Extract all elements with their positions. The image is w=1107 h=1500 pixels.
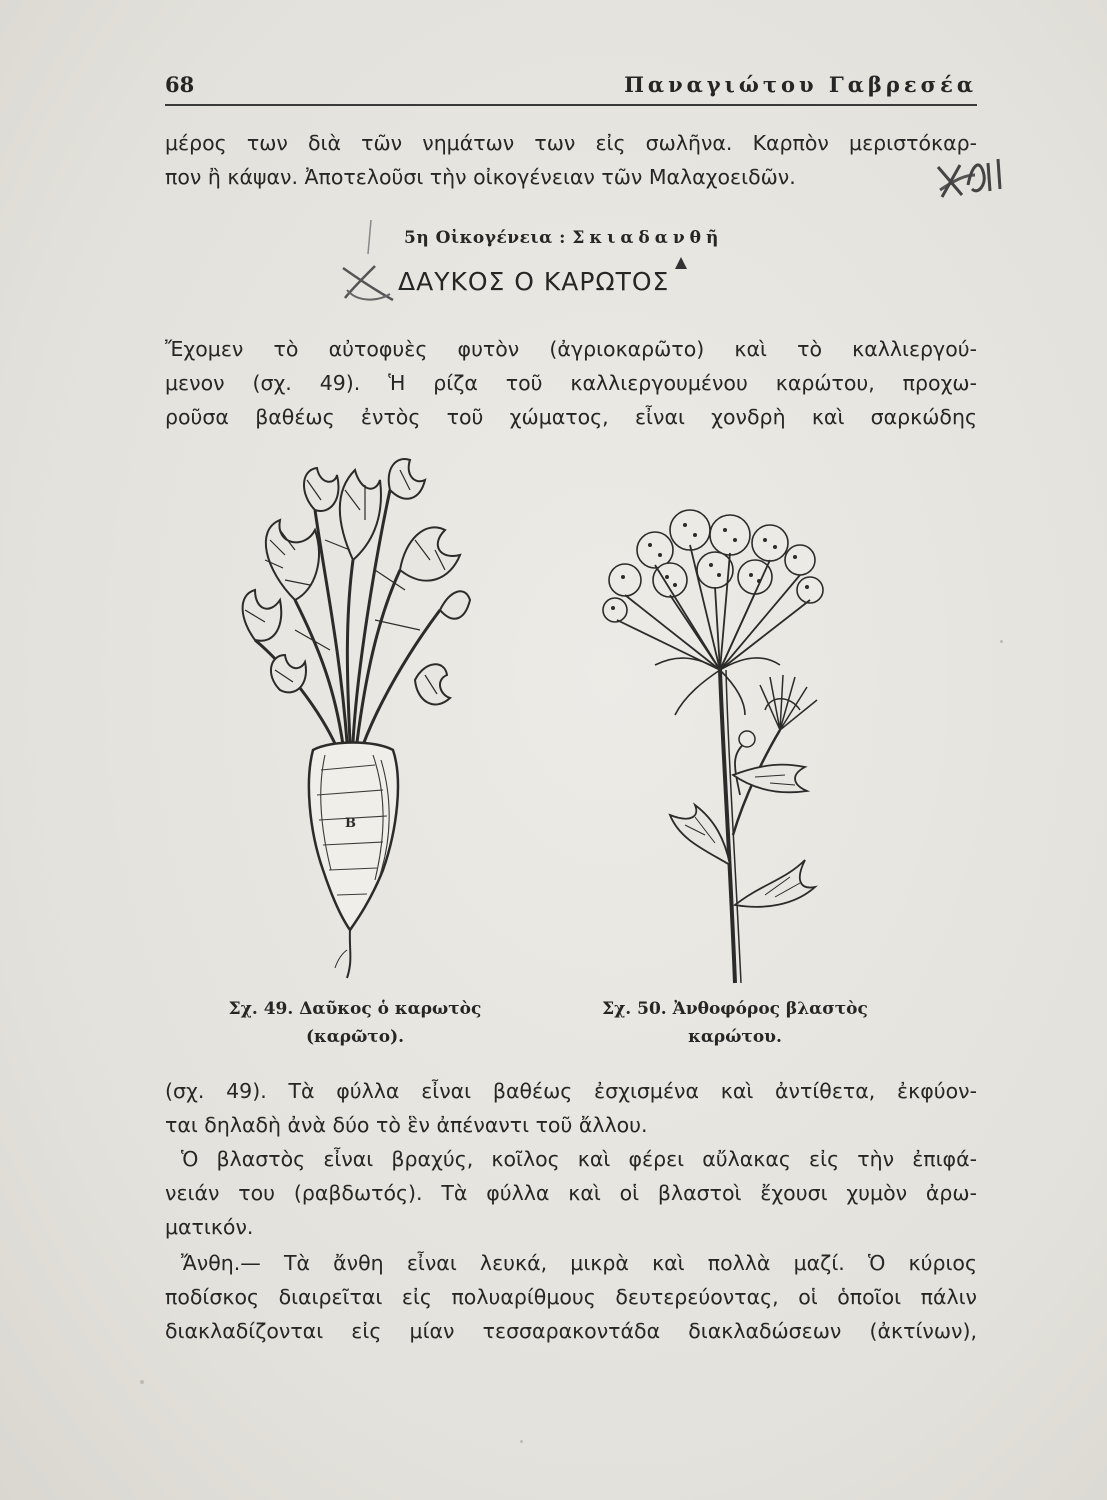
caption-line: Σχ. 50. Ἀνθοφόρος βλαστὸς xyxy=(602,999,868,1019)
section-heading: ΔΑΥΚΟΣ Ο ΚΑΡΩΤΟΣ xyxy=(398,267,670,296)
text-line: Ἔχομεν τὸ αὐτοφυὲς φυτὸν (ἀγριοκαρῶτο) καὶ τὸ καλλιεργού- xyxy=(165,337,977,361)
family-number-label: 5η Οἰκογένεια : xyxy=(404,228,566,248)
pencil-annotation-mark xyxy=(880,145,1020,225)
intro-paragraph xyxy=(165,126,977,194)
caption-line: καρώτου. xyxy=(688,1027,782,1047)
paragraph-stem xyxy=(165,1142,977,1244)
text-line: νειάν του (ραβδωτός). Τὰ φύλλα καὶ οἱ βλαστοὶ ἔχουσι χυμὸν ἀρω- xyxy=(165,1181,977,1205)
text-line: ται δηλαδὴ ἀνὰ δύο τὸ ἓν ἀπέναντι τοῦ ἄλλου. xyxy=(165,1113,648,1137)
text-line: πον ἢ κάψαν. Ἀποτελοῦσι τὴν οἰκογένειαν τῶν Μαλαχοειδῶν. xyxy=(165,165,796,189)
family-label xyxy=(404,228,723,248)
scan-speck xyxy=(1000,640,1003,643)
figure-plate-mark: B xyxy=(345,816,356,831)
text-line: μέρος των διὰ τῶν νημάτων των εἰς σωλῆνα. Καρπὸν μεριστόκαρ- xyxy=(165,131,977,155)
scan-speck xyxy=(140,1380,144,1384)
page-number: 68 xyxy=(165,72,195,97)
text-line: Ὁ βλαστὸς εἶναι βραχύς, κοῖλος καὶ φέρει αὔλακας εἰς τὴν ἐπιφά- xyxy=(181,1147,977,1171)
text-line: ποδίσκος διαιρεῖται εἰς πολυαρίθμους δευτερεύοντας, οἱ ὁποῖοι πάλιν xyxy=(165,1285,977,1309)
text-line: Ἄνθη.— Τὰ ἄνθη εἶναι λευκά, μικρὰ καὶ πολλὰ μαζί. Ὁ κύριος xyxy=(181,1251,977,1275)
scan-speck xyxy=(520,1440,523,1443)
figure-50-flowering-stem-illustration xyxy=(595,505,855,985)
caption-line: (καρῶτο). xyxy=(305,1027,405,1047)
figure-50-caption xyxy=(590,995,880,1051)
family-name: Σκιαδανθῆ xyxy=(572,228,724,248)
text-line: ροῦσα βαθέως ἐντὸς τοῦ χώματος, εἶναι χονδρὴ καὶ σαρκώδης xyxy=(165,405,977,429)
figure-49-carrot-illustration xyxy=(225,450,475,980)
figure-49-caption xyxy=(220,995,490,1051)
text-line: μενον (σχ. 49). Ἡ ρίζα τοῦ καλλιεργουμένου καρώτου, προχω- xyxy=(165,371,977,395)
caption-line: Σχ. 49. Δαῦκος ὁ καρωτὸς xyxy=(228,999,482,1019)
text-line: ματικόν. xyxy=(165,1215,254,1239)
paragraph-flowers xyxy=(165,1246,977,1348)
caret-mark-icon xyxy=(674,256,688,270)
paragraph-leaves xyxy=(165,1074,977,1142)
paragraph-carrot-intro xyxy=(165,332,977,434)
running-head-author: Παναγιώτου Γαβρεσέα xyxy=(624,72,977,97)
text-line: διακλαδίζονται εἰς μίαν τεσσαρακοντάδα διακλαδώσεων (ἀκτίνων), xyxy=(165,1319,977,1343)
running-head xyxy=(165,70,977,106)
text-line: (σχ. 49). Τὰ φύλλα εἶναι βαθέως ἐσχισμένα καὶ ἀντίθετα, ἐκφύον- xyxy=(165,1079,977,1103)
pencil-tick-mark xyxy=(363,218,377,258)
